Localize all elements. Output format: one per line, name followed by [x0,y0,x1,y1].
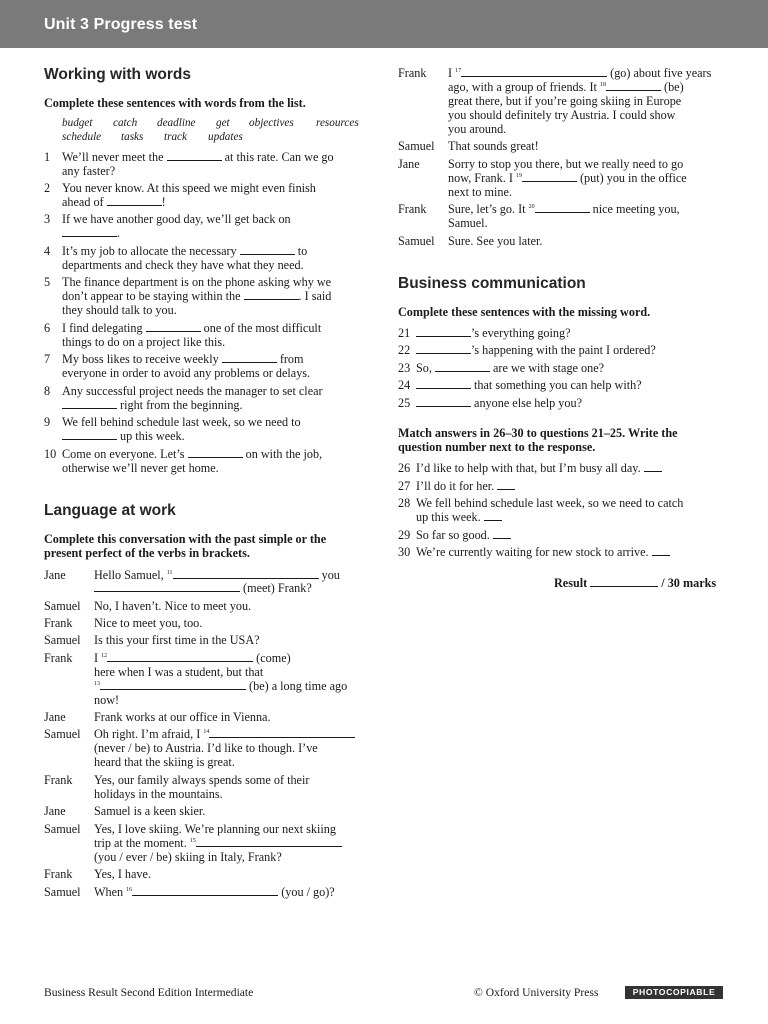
dialogue-text: trip at the moment. [94,836,187,850]
question-number: 28 [398,496,411,510]
dialogue-line [94,568,340,582]
answer-blank[interactable] [188,447,243,458]
question-text: So far so good. [416,528,490,542]
answer-blank[interactable] [107,195,162,206]
dialogue-line: (never / be) to Austria. I’d like to though. I’ve [94,741,318,755]
answer-blank[interactable] [222,352,277,363]
dialogue-text: (you / go)? [281,885,335,899]
dialogue-line [94,581,312,595]
dialogue-text: (put) you in the office [579,171,687,185]
question-text: The finance department is on the phone asking why we [62,275,332,289]
question-text: up this week. [416,510,481,524]
dialogue-line [94,727,355,741]
question-text: Any successful project needs the manager to set clear [62,384,323,398]
dialogue-line: you around. [448,122,507,136]
dialogue-line: Yes, our family always spends some of their [94,773,310,787]
question-8 [62,398,243,412]
question-number: 8 [44,384,51,398]
answer-blank[interactable] [132,885,278,896]
word-item: get [216,117,230,129]
question-text: We’ll never meet the [62,150,164,164]
question-text: ! [161,195,166,209]
answer-blank[interactable] [644,461,662,472]
question-number: 25 [398,396,411,410]
question-10 [62,447,322,461]
answer-blank[interactable] [196,836,342,847]
dialogue-line: Sure. See you later. [448,234,543,248]
question-3 [62,226,120,240]
speaker-samuel: Samuel [44,885,81,899]
question-text: It’s my job to allocate the necessary [62,244,237,258]
dialogue-text: (come) [256,651,291,665]
question-text: ’s happening with the paint I ordered? [471,343,656,357]
question-number: 10 [44,447,57,461]
answer-blank[interactable] [100,679,246,690]
answer-blank[interactable] [244,289,299,300]
question-text: at this rate. Can we go [224,150,334,164]
dialogue-line: now! [94,693,120,707]
question-1 [62,150,334,164]
question-text: everyone in order to avoid any problems or delays. [62,366,311,380]
answer-blank[interactable] [62,429,117,440]
speaker-jane: Jane [44,804,66,818]
gap-number: 18 [599,82,606,88]
answer-blank[interactable] [484,510,502,521]
question-text: they should talk to you. [62,303,177,317]
gap-number: 13 [94,681,100,687]
answer-blank[interactable] [416,326,471,337]
section2-instruction: Complete this conversation with the past simple or the [44,532,327,546]
dialogue-line: Nice to meet you, too. [94,616,203,630]
question-30 [416,545,670,559]
speaker-frank: Frank [44,773,73,787]
answer-blank[interactable] [435,361,490,372]
answer-blank[interactable] [240,244,295,255]
word-item: resources [316,117,359,129]
dialogue-line [94,679,347,693]
answer-blank[interactable] [62,398,117,409]
speaker-samuel: Samuel [44,822,81,836]
question-number: 30 [398,545,411,559]
question-number: 21 [398,326,411,340]
dialogue-text: ago, with a group of friends. It [448,80,597,94]
question-22 [416,343,656,357]
speaker-jane: Jane [44,568,66,582]
answer-blank[interactable] [209,727,355,738]
section1-instruction: Complete these sentences with words from the list. [44,96,306,110]
gap-number: 15 [189,838,196,844]
question-text: don’t appear to be staying within the [62,289,241,303]
question-text: I’d like to help with that, but I’m busy all day. [416,461,641,475]
question-text: things to do on a project like this. [62,335,226,349]
question-number: 27 [398,479,411,493]
question-7 [62,352,304,366]
question-29 [416,528,511,542]
speaker-samuel: Samuel [44,633,81,647]
dialogue-line: Is this your first time in the USA? [94,633,260,647]
question-text: departments and check they have what they need. [62,258,304,272]
speaker-frank: Frank [44,651,73,665]
speaker-jane: Jane [398,157,420,171]
answer-blank[interactable] [146,321,201,332]
answer-blank[interactable] [497,479,515,490]
dialogue-line [448,171,687,185]
answer-blank[interactable] [493,528,511,539]
question-text: from [279,352,304,366]
dialogue-text: now, Frank. I [448,171,513,185]
question-text: otherwise we’ll never get home. [62,461,219,475]
answer-blank[interactable] [173,568,319,579]
answer-blank[interactable] [522,171,577,182]
answer-blank[interactable] [461,66,607,77]
question-6 [62,321,321,335]
dialogue-line: Yes, I have. [94,867,151,881]
question-number: 23 [398,361,411,375]
answer-blank[interactable] [416,378,471,389]
gap-number: 14 [203,729,210,735]
question-number: 2 [44,181,51,195]
answer-blank[interactable] [652,545,670,556]
dialogue-text: nice meeting you, [592,202,680,216]
question-text: to [297,244,308,258]
word-item: budget [62,117,93,129]
photocopiable-badge: PHOTOCOPIABLE [625,986,723,999]
dialogue-text: (meet) Frank? [243,581,312,595]
question-text: any faster? [62,164,116,178]
speaker-frank: Frank [44,867,73,881]
question-text: anyone else help you? [474,396,583,410]
question-number: 3 [44,212,51,226]
word-item: catch [113,117,138,129]
word-item: schedule [62,131,102,143]
gap-number: 17 [455,68,462,74]
result-line [554,576,716,590]
word-item: updates [208,131,243,143]
question-2 [62,195,166,209]
answer-blank[interactable] [416,396,471,407]
question-text: up this week. [120,429,185,443]
question-text: one of the most difficult [203,321,322,335]
section-heading-language-at-work: Language at work [44,502,176,519]
section2-instruction: present perfect of the verbs in brackets. [44,546,250,560]
section-heading-working-with-words: Working with words [44,66,191,83]
question-text: . [117,226,121,240]
dialogue-line: Sorry to stop you there, but we really need to go [448,157,684,171]
dialogue-line: heard that the skiing is great. [94,755,235,769]
speaker-samuel: Samuel [398,234,435,248]
question-number: 9 [44,415,51,429]
gap-number: 20 [528,204,535,210]
answer-blank[interactable] [606,80,661,91]
speaker-frank: Frank [398,202,427,216]
question-26 [416,461,662,475]
question-number: 6 [44,321,51,335]
dialogue-line [94,885,335,899]
question-23 [416,361,604,375]
dialogue-line: (you / ever / be) skiing in Italy, Frank? [94,850,282,864]
answer-blank[interactable] [62,226,117,237]
question-text: So, [416,361,432,375]
answer-blank[interactable] [94,581,240,592]
dialogue-line: That sounds great! [448,139,539,153]
question-number: 22 [398,343,411,357]
footer-book-title: Business Result Second Edition Intermediate [44,986,254,999]
result-total: / 30 marks [661,576,717,590]
dialogue-line: great there, but if you’re going skiing in Europe [448,94,682,108]
question-number: 29 [398,528,411,542]
dialogue-text: you [321,568,340,582]
gap-number: 11 [166,570,173,576]
header-bar [0,0,768,48]
question-text: are we with stage one? [493,361,605,375]
dialogue-line: here when I was a student, but that [94,665,264,679]
dialogue-text: Sure, let’s go. It [448,202,526,216]
question-24 [416,378,642,392]
dialogue-line [94,651,291,665]
question-27 [416,479,515,493]
gap-number: 19 [515,173,522,179]
dialogue-text: (go) about five years [610,66,712,80]
match-instruction: question number next to the response. [398,440,596,454]
question-text: right from the beginning. [120,398,243,412]
question-text: If we have another good day, we’ll get back on [62,212,291,226]
question-text: I find delegating [62,321,143,335]
question-text: on with the job, [245,447,323,461]
speaker-frank: Frank [44,616,73,630]
question-number: 24 [398,378,411,392]
dialogue-line: Frank works at our office in Vienna. [94,710,271,724]
question-5 [62,289,331,303]
answer-blank[interactable] [416,343,471,354]
question-text: ’s everything going? [471,326,571,340]
dialogue-line: Samuel is a keen skier. [94,804,206,818]
dialogue-line: Samuel. [448,216,488,230]
question-text: . I said [298,289,332,303]
question-25 [416,396,582,410]
dialogue-line [448,66,711,80]
speaker-samuel: Samuel [44,727,81,741]
result-label: Result [554,576,588,590]
footer-publisher: © Oxford University Press [474,986,599,999]
dialogue-line: holidays in the mountains. [94,787,223,801]
word-item: deadline [157,117,196,129]
dialogue-text: Hello Samuel, [94,568,164,582]
question-text: Come on everyone. Let’s [62,447,185,461]
word-item: objectives [249,117,294,129]
question-text: We’re currently waiting for new stock to arrive. [416,545,649,559]
dialogue-line: next to mine. [448,185,512,199]
question-text: that something you can help with? [474,378,642,392]
dialogue-line: you should definitely try Austria. I could show [448,108,676,122]
match-instruction: Match answers in 26–30 to questions 21–25. Write the [398,426,678,440]
answer-blank[interactable] [107,651,253,662]
speaker-frank: Frank [398,66,427,80]
question-4 [62,244,307,258]
dialogue-line [448,80,684,94]
question-text: I’ll do it for her. [416,479,495,493]
dialogue-line: Yes, I love skiing. We’re planning our next skiing [94,822,336,836]
question-text: My boss likes to receive weekly [62,352,219,366]
question-number: 4 [44,244,51,258]
question-number: 26 [398,461,411,475]
answer-blank[interactable] [167,150,222,161]
speaker-jane: Jane [44,710,66,724]
question-number: 7 [44,352,51,366]
question-number: 5 [44,275,51,289]
dialogue-text: Oh right. I’m afraid, I [94,727,201,741]
speaker-samuel: Samuel [44,599,81,613]
dialogue-text: When [94,885,124,899]
gap-number: 16 [126,887,133,893]
section-heading-business-communication: Business communication [398,275,586,292]
word-item: tasks [121,131,144,143]
question-number: 1 [44,150,51,164]
question-9 [62,429,185,443]
word-item: track [164,131,187,143]
question-28 [416,510,502,524]
dialogue-line [94,836,342,850]
dialogue-text: I [94,651,99,665]
answer-blank[interactable] [535,202,590,213]
question-text: We fell behind schedule last week, so we need to catch [416,496,684,510]
section3-instruction: Complete these sentences with the missing word. [398,305,651,319]
dialogue-text: (be) a long time ago [249,679,348,693]
result-blank[interactable] [590,576,658,587]
question-text: ahead of [62,195,104,209]
dialogue-text: (be) [664,80,684,94]
question-21 [416,326,571,340]
question-text: You never know. At this speed we might even finish [62,181,316,195]
gap-number: 12 [101,653,108,659]
question-text: We fell behind schedule last week, so we need to [62,415,301,429]
page-title: Unit 3 Progress test [44,16,198,33]
dialogue-text: I [448,66,453,80]
dialogue-line [448,202,680,216]
speaker-samuel: Samuel [398,139,435,153]
dialogue-line: No, I haven’t. Nice to meet you. [94,599,252,613]
